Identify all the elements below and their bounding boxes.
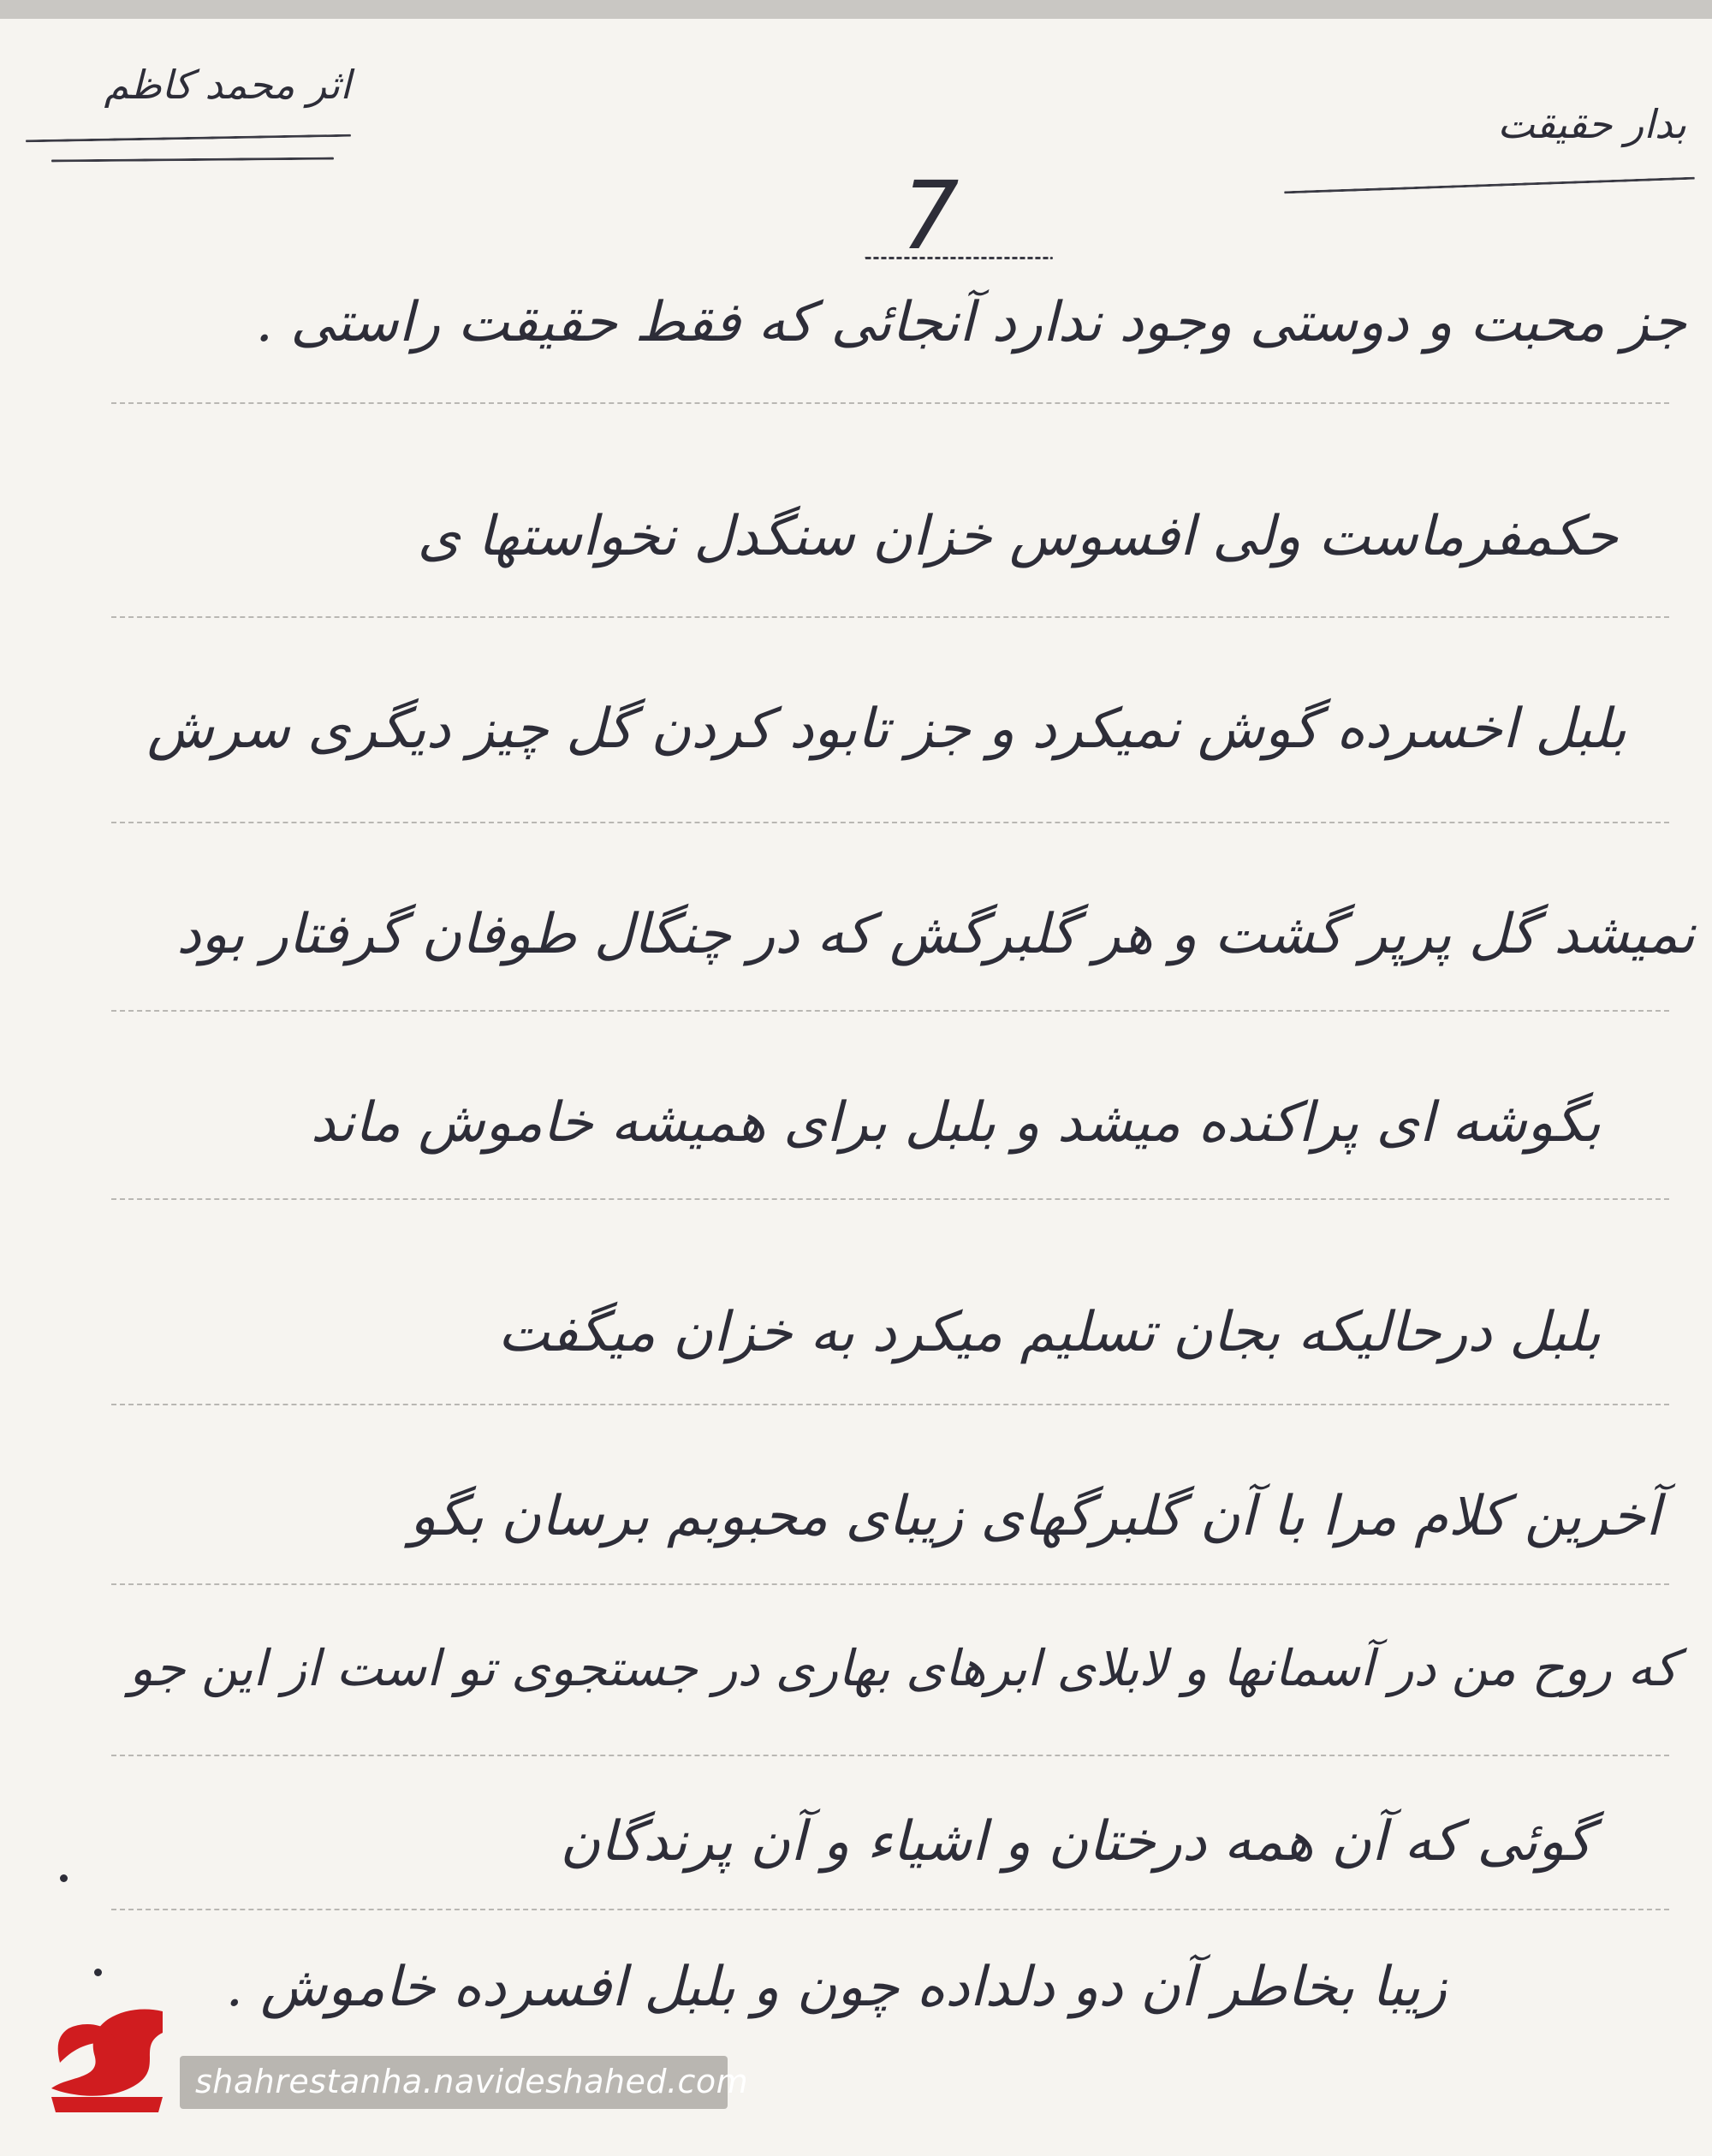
ruled-line [111, 1583, 1669, 1585]
letter-line: جز محبت و دوستی وجود ندارد آنجائی که فقط حقیقت راستی . [255, 291, 1686, 354]
letter-line: آخرین کلام مرا با آن گلبرگهای زیبای محبوبم برسان بگو [409, 1485, 1661, 1548]
ruled-line [111, 1755, 1669, 1756]
ink-dot [94, 1969, 102, 1976]
title-underline [1284, 177, 1695, 194]
letter-line: بلبل درحالیکه بجان تسلیم میکرد به خزان میگفت [497, 1301, 1601, 1364]
watermark-url: shahrestanha.navideshahed.com [195, 2063, 749, 2100]
letter-line: حکمفرماست ولی افسوس خزان سنگدل نخواستها ی [417, 505, 1618, 568]
author-underline [26, 134, 351, 143]
ruled-line [111, 1198, 1669, 1200]
letter-line: بلبل اخسرده گوش نمیکرد و جز تابود کردن گل چیز دیگری سرش [146, 698, 1626, 761]
author-underline-2 [51, 157, 334, 163]
ink-dot [60, 1874, 68, 1882]
page-number-dash [865, 257, 1053, 259]
torn-top-edge [0, 0, 1712, 19]
page-number: 7 [887, 161, 971, 270]
ruled-line [111, 822, 1669, 823]
site-watermark [34, 1994, 749, 2100]
navideshahed-logo-icon [34, 1994, 180, 2123]
letter-line: نمیشد گل پرپر گشت و هر گلبرگش که در چنگال طوفان گرفتار بود [176, 903, 1695, 966]
ruled-line [111, 1404, 1669, 1405]
letter-line: زیبا بخاطر آن دو دلداده چون و بلبل افسرده خاموش . [225, 1956, 1447, 2019]
author-note: اثر محمد کاظم [104, 62, 351, 108]
letter-line: گوئی که آن همه درختان و اشیاء و آن پرندگان [560, 1810, 1592, 1874]
letter-line: که روح من در آسمانها و لابلای ابرهای بهاری در جستجوی تو است از این جو [128, 1639, 1678, 1697]
letter-line: بگوشه ای پراکنده میشد و بلبل برای همیشه خاموش ماند [310, 1091, 1601, 1155]
ruled-line [111, 1010, 1669, 1012]
ruled-line [111, 616, 1669, 618]
ruled-line [111, 1909, 1669, 1910]
title-note: بدار حقیقت [1497, 101, 1686, 147]
ruled-line [111, 402, 1669, 404]
